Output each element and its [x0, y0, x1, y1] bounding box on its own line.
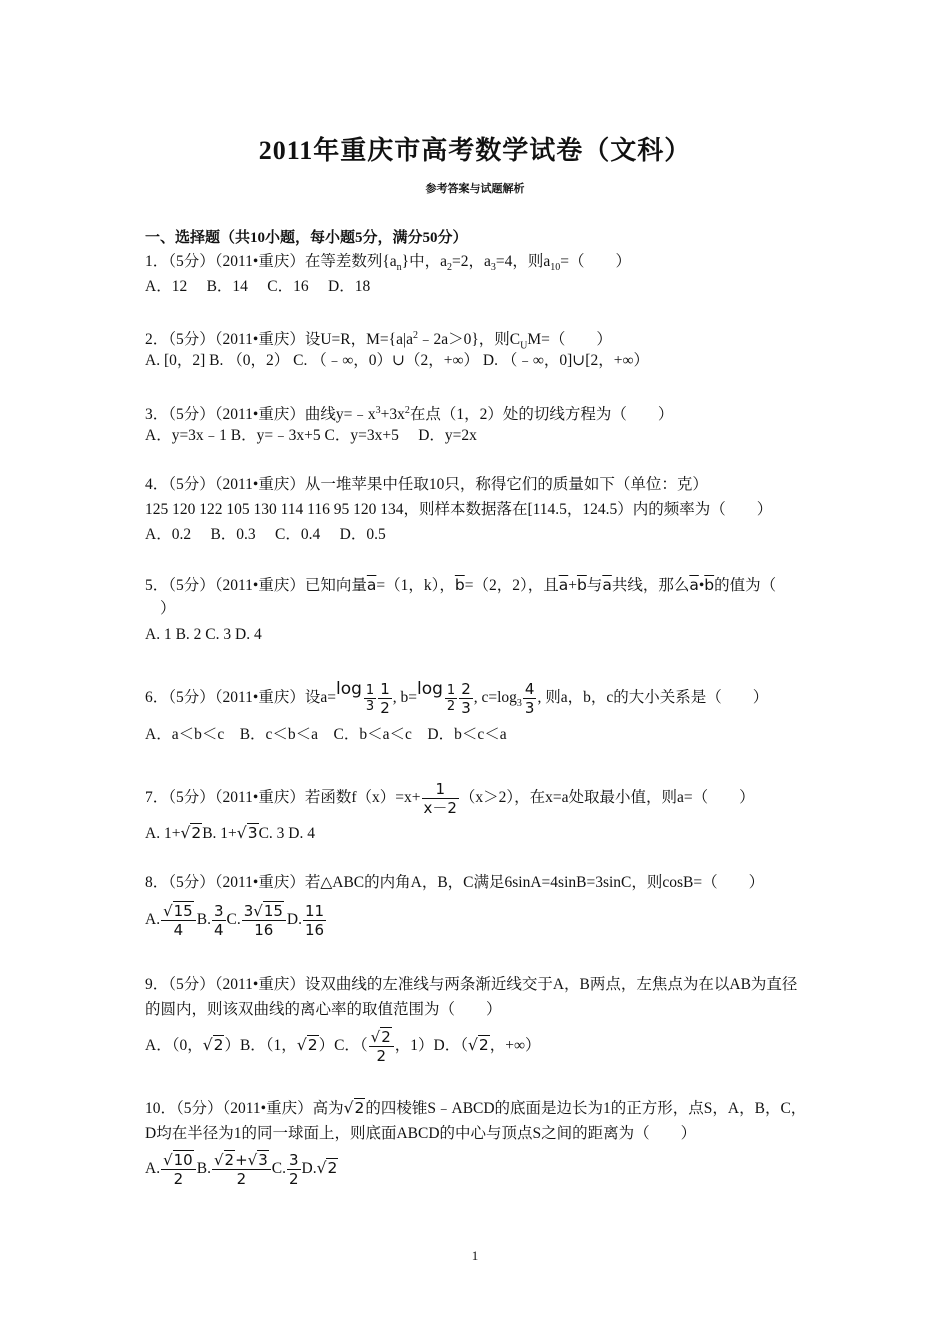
- q9-stem: 9．（5分）（2011•重庆）设双曲线的左准线与两条渐近线交于A，B两点，左焦点为在以AB为直径的圆内，则该双曲线的离心率的取值范围为（ ）: [145, 976, 798, 1018]
- q4-stem: 4．（5分）（2011•重庆）从一堆苹果中任取10只，称得它们的质量如下（单位：克）: [145, 476, 708, 493]
- q1-options: A．12 B．14 C．16 D．18: [145, 278, 371, 295]
- q10-stem: 10．（5分）（2011•重庆）高为√2的四棱锥S﹣ABCD的底面是边长为1的正方形，点S，A，B，C，D均在半径为1的同一球面上，则底面ABCD的中心与顶点S之间的距离为（ ）: [145, 1099, 807, 1142]
- q5-options: A. 1 B. 2 C. 3 D. 4: [145, 626, 262, 643]
- q8-options: A. $\frac{√15}{4}$ B. $\frac{3}{4}$ C. $\frac{3√15}{16}$ D. $\frac{11}{16}$: [145, 901, 325, 939]
- q7-stem: 7．（5分）（2011•重庆）若函数f（x）=x+ $\frac{1}{x-2}$ （x＞2），在x=a处取最小值，则a=（ ）: [145, 780, 755, 817]
- q10-options: A. $\frac{√10}{2}$ B. $\frac{√2+√3}{2}$ C. $\frac{3}{2}$ D.√2: [145, 1150, 338, 1188]
- section-heading: 一、选择题（共10小题，每小题5分，满分50分）: [145, 230, 468, 246]
- q1-stem: 1．（5分）（2011•重庆）在等差数列$\{a_n\}$中，$a_2=2$，$a_3=4$，则$a_{10}=$（ ）: [145, 253, 631, 274]
- q3-options: A．y=3x﹣1 B．y=﹣3x+5 C．y=3x+5 D．y=2x: [145, 427, 477, 444]
- page-title: 2011年重庆市高考数学试卷（文科）: [258, 136, 692, 165]
- q2-options: A. [0，2] B. （0，2） C. （﹣∞，0）∪（2，+∞） D. （﹣∞，0]∪[2，+∞）: [145, 352, 649, 369]
- q6-stem: 6．（5分）（2011•重庆）设a= log $\frac{1}{3}$ $\frac{1}{2}$ , b= log $\frac{1}{2}$ $\frac{2}{3}$ , $c=\log_3$ $\frac{4}{3}$ , 则a，b，c的大小关系是（ ）: [145, 678, 769, 717]
- q2-stem: 2．（5分）（2011•重庆）设U=R，$M=\{a|a^2﹣2a>0\}$，则$C_UM=$（ ）: [145, 330, 612, 352]
- q6-options: A．a＜b＜c B．c＜b＜a C．b＜a＜c D．b＜c＜a: [145, 726, 507, 743]
- q5-stem: 5．（5分）（2011•重庆）已知向量$\overline{a}=(1$，k），$\overline{b}=(2$，2），且$\overline{a}+\overline{b}$与$\overline{a}$共线，那么$\overline{a}•\overline{b}$的值为（: [145, 576, 777, 594]
- q5-stem-cont: ）: [160, 600, 176, 617]
- q7-options: A. 1+√2B. 1+√3C. 3 D. 4: [145, 824, 315, 842]
- q9-options: A．（0，√2）B．（1，√2）C．（ $\frac{√2}{2}$ ，1）D．（√2，+∞）: [145, 1027, 541, 1065]
- q3-stem: 3．（5分）（2011•重庆）曲线$y=﹣x^3+3x^2$在点（1，2）处的切线方程为（ ）: [145, 405, 674, 424]
- q8-stem: 8．（5分）（2011•重庆）若△ABC的内角A，B，C满足6sinA=4sinB=3sinC，则cosB=（ ）: [145, 874, 765, 891]
- q4-data: 125 120 122 105 130 114 116 95 120 134，则样本数据落在[114.5，124.5）内的频率为（ ）: [145, 501, 773, 518]
- page-number: 1: [471, 1248, 479, 1263]
- q4-options: A．0.2 B．0.3 C．0.4 D．0.5: [145, 526, 386, 543]
- page-subtitle: 参考答案与试题解析: [425, 183, 525, 195]
